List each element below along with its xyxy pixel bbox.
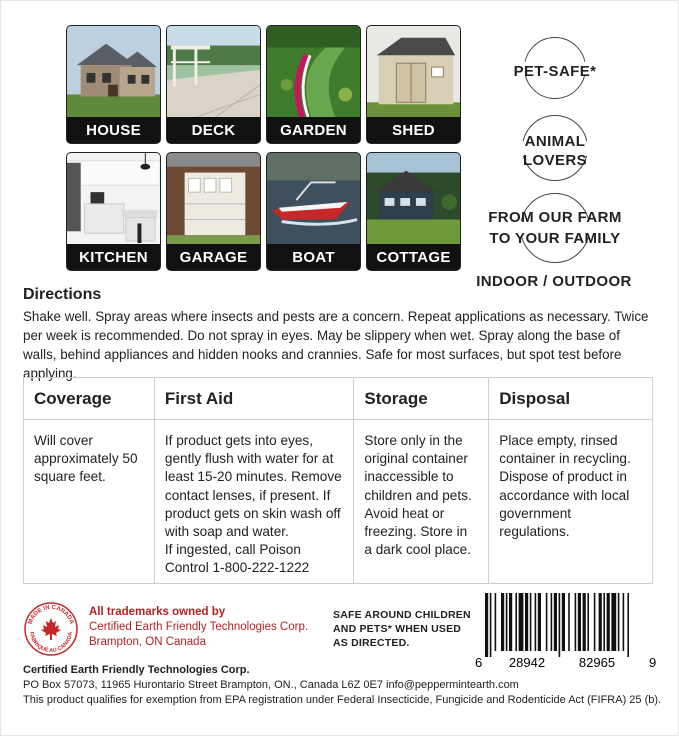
tile-kitchen bbox=[66, 152, 161, 271]
directions-heading: Directions bbox=[23, 286, 102, 303]
animal-text-2: LOVERS bbox=[522, 152, 588, 169]
barcode-bar bbox=[490, 593, 492, 657]
directions-text: Shake well. Spray areas where insects and pests are a concern. Repeat applications as necessary. Twice per week is recommended. Do not spray in eyes. May be slippery when wet. Spray along the base of walls, behind appliances and hidden nooks and crannies. Safe for most surfaces, but spot test before applying. bbox=[23, 309, 649, 381]
barcode-bar bbox=[509, 593, 512, 651]
table-row bbox=[24, 420, 653, 584]
safe-line2: AND PETS* WHEN USED bbox=[333, 623, 462, 635]
barcode-bar bbox=[562, 593, 565, 651]
barcode-bar bbox=[607, 593, 610, 651]
barcode-bar bbox=[575, 593, 577, 651]
house-image bbox=[67, 26, 160, 117]
barcode-bar bbox=[530, 593, 532, 651]
info-table bbox=[23, 377, 653, 584]
shed-image bbox=[367, 26, 460, 117]
tile-label: KITCHEN bbox=[67, 244, 160, 270]
made-in-canada-stamp bbox=[23, 601, 79, 657]
barcode-digits-right: 82965 bbox=[578, 655, 616, 670]
cell-storage: Store only in the original container inaccessible to children and pets. Avoid heat or freezing. Store in a dark cool place. bbox=[354, 420, 489, 584]
farm-text-2: TO YOUR FAMILY bbox=[489, 230, 621, 247]
tile-house bbox=[66, 25, 161, 144]
tile-label: GARDEN bbox=[267, 117, 360, 143]
trademarks-line3: Brampton, ON Canada bbox=[89, 636, 206, 648]
table-header-row bbox=[24, 378, 653, 420]
safe-line3: AS DIRECTED. bbox=[333, 637, 410, 649]
barcode-bar bbox=[618, 593, 620, 651]
corp-name: Certified Earth Friendly Technologies Corp. bbox=[23, 664, 250, 676]
barcode-bar bbox=[578, 593, 581, 651]
tile-garage bbox=[166, 152, 261, 271]
barcode-bar bbox=[559, 593, 561, 657]
barcode-bar bbox=[485, 593, 488, 657]
barcode-bar bbox=[519, 593, 524, 651]
tile-label: DECK bbox=[167, 117, 260, 143]
header-storage: Storage bbox=[354, 378, 489, 420]
barcode-bar bbox=[551, 593, 553, 651]
header-disposal: Disposal bbox=[489, 378, 653, 420]
trademarks-line1: All trademarks owned by bbox=[89, 606, 226, 618]
tile-deck bbox=[166, 25, 261, 144]
stamp-top-text: MADE IN CANADA bbox=[27, 604, 75, 626]
barcode bbox=[471, 591, 659, 671]
cell-disposal: Place empty, rinsed container in recycling. Dispose of product in accordance with local government regulations. bbox=[489, 420, 653, 584]
tile-boat bbox=[266, 152, 361, 271]
tile-label: BOAT bbox=[267, 244, 360, 270]
tile-label: COTTAGE bbox=[367, 244, 460, 270]
cottage-image bbox=[367, 153, 460, 244]
pet-safe-text: PET-SAFE* bbox=[513, 63, 597, 80]
barcode-bar bbox=[594, 593, 596, 651]
cell-first-aid: If product gets into eyes, gently flush with water for at least 15-20 minutes. Remove contact lenses, if present. If product gets on skin wash off with soap and water. If ingested, call Poison Control 1-800-222-1222 bbox=[154, 420, 354, 584]
farm-text-1: FROM OUR FARM bbox=[488, 209, 622, 226]
barcode-bar bbox=[554, 593, 557, 651]
corp-block bbox=[23, 663, 661, 708]
garage-image bbox=[167, 153, 260, 244]
boat-image bbox=[267, 153, 360, 244]
tile-label: GARAGE bbox=[167, 244, 260, 270]
barcode-bar bbox=[495, 593, 497, 651]
barcode-bar bbox=[525, 593, 528, 651]
corp-address: PO Box 57073, 11965 Hurontario Street Brampton, ON., Canada L6Z 0E7 info@peppermintearth.com bbox=[23, 679, 519, 691]
barcode-bar bbox=[583, 593, 586, 651]
barcode-bar bbox=[599, 593, 602, 651]
barcode-bar bbox=[587, 593, 589, 651]
tile-cottage bbox=[366, 152, 461, 271]
barcode-bar bbox=[623, 593, 625, 651]
tile-garden bbox=[266, 25, 361, 144]
barcode-bar bbox=[611, 593, 616, 651]
barcode-bar bbox=[501, 593, 504, 651]
corp-epa: This product qualifies for exemption from EPA registration under Federal Insecticide, Fungicide and Rodenticide Act (FIFRA) 25 (b). bbox=[23, 694, 662, 706]
trademarks-line2: Certified Earth Friendly Technologies Corp. bbox=[89, 621, 309, 633]
trademarks-block bbox=[89, 605, 308, 650]
barcode-bar bbox=[538, 593, 541, 651]
barcode-digit-lead: 6 bbox=[475, 655, 483, 670]
tile-shed bbox=[366, 25, 461, 144]
tile-label: SHED bbox=[367, 117, 460, 143]
safe-notice bbox=[333, 608, 471, 650]
tile-label: HOUSE bbox=[67, 117, 160, 143]
cell-coverage: Will cover approximately 50 square feet. bbox=[24, 420, 155, 584]
barcode-digits-left: 28942 bbox=[508, 655, 546, 670]
barcode-bar bbox=[568, 593, 570, 651]
barcode-bar bbox=[627, 593, 629, 657]
header-coverage: Coverage bbox=[24, 378, 155, 420]
deck-image bbox=[167, 26, 260, 117]
indoor-outdoor-text: INDOOR / OUTDOOR bbox=[476, 273, 632, 290]
barcode-bar bbox=[603, 593, 605, 651]
animal-text-1: ANIMAL bbox=[524, 133, 586, 150]
safe-line1: SAFE AROUND CHILDREN bbox=[333, 609, 471, 621]
kitchen-image bbox=[67, 153, 160, 244]
barcode-bar bbox=[506, 593, 508, 651]
maple-leaf-icon bbox=[41, 618, 61, 640]
barcode-digit-check: 9 bbox=[649, 655, 657, 670]
garden-image bbox=[267, 26, 360, 117]
stamp-bottom-text: FABRIQUÉ AU CANADA bbox=[27, 631, 75, 655]
location-tiles bbox=[66, 25, 462, 271]
barcode-bar bbox=[515, 593, 517, 651]
barcode-bar bbox=[546, 593, 548, 651]
header-first-aid: First Aid bbox=[154, 378, 354, 420]
barcode-bar bbox=[535, 593, 537, 651]
